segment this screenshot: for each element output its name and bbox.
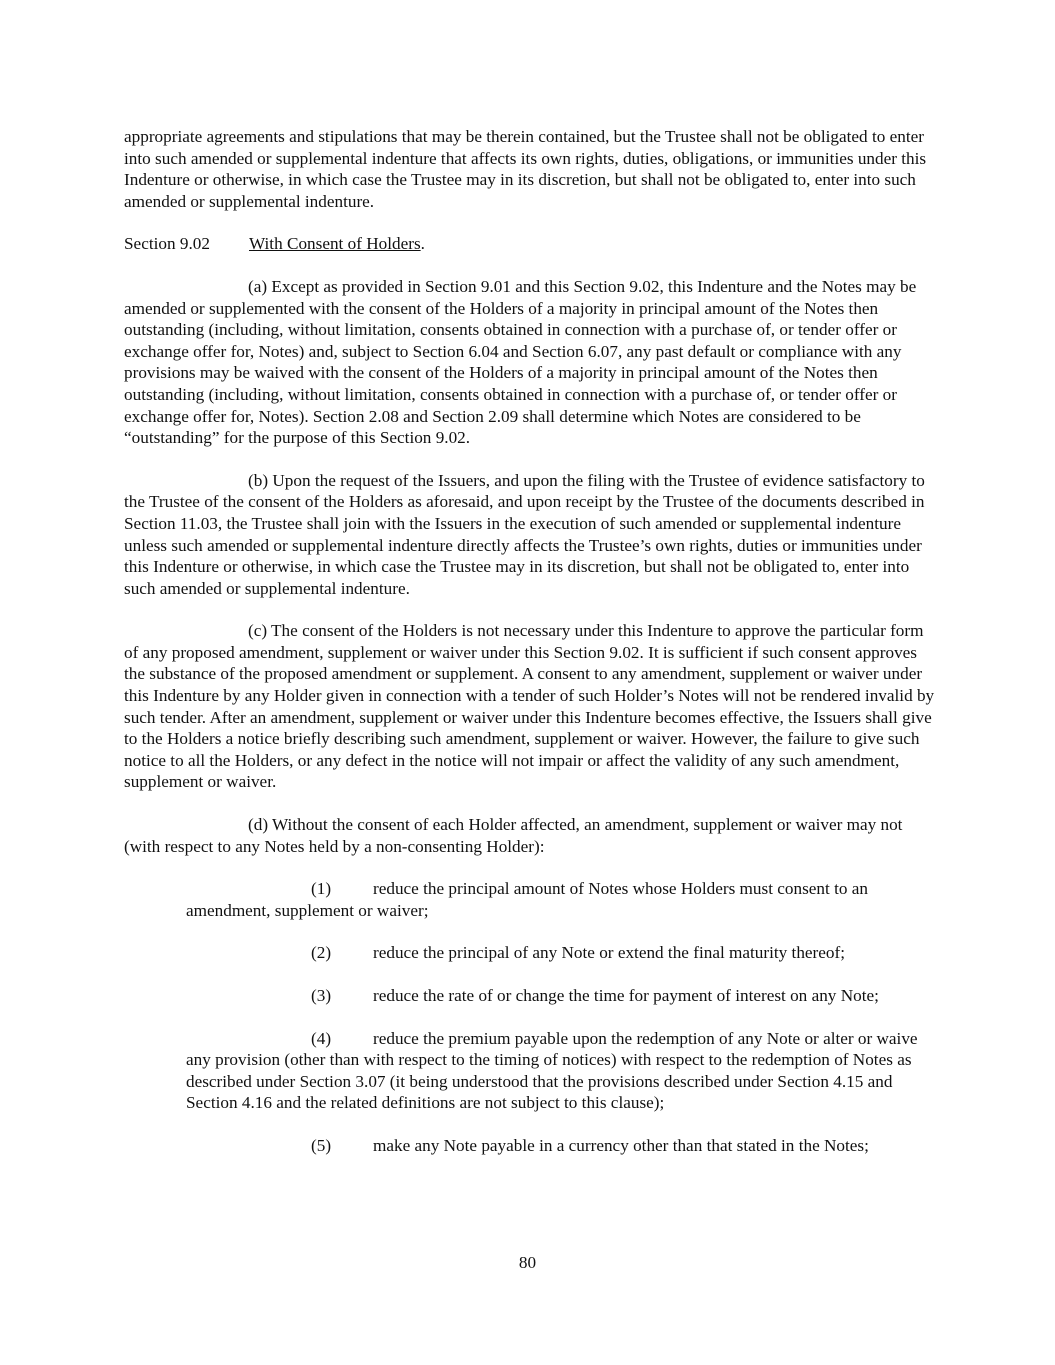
clause-number: (1) [311,879,332,899]
paragraph-b: (b) Upon the request of the Issuers, and upon the filing with the Trustee of evidence satisfactory to the Trustee of the consent of the Holders as aforesaid, and upon receipt by the Trustee of the documents described in Section 11.03, the Trustee shall join with the Issuers in the execution of such amended or supplemental indenture unless such amended or supplemental indenture directly affects the Trustee’s own rights, duties or immunities under this Indenture or otherwise, in which case the Trustee may in its discretion, but shall not be obligated to, enter into such amended or supplemental indenture. [124,470,925,598]
spacer [124,449,936,470]
clause-text: make any Note payable in a currency other than that stated in the Notes; [373,1135,869,1155]
clause-text: reduce the rate of or change the time for payment of interest on any Note; [373,986,879,1005]
spacer [124,964,936,985]
spacer [124,599,936,620]
section-heading [124,233,936,255]
spacer [124,857,936,878]
clause-text: reduce the principal of any Note or extend the final maturity thereof; [373,943,845,963]
spacer [124,921,936,942]
clause-2 [186,942,936,964]
clause-number: (4) [311,1028,332,1048]
spacer [124,1114,936,1135]
paragraph-a: (a) Except as provided in Section 9.01 and this Section 9.02, this Indenture and the Notes may be amended or supplemented with the consent of the Holders of a majority in principal amount of the Notes then outstanding (including, without limitation, consents obtained in connection with a purchase of, or tender offer or exchange offer for, Notes) and, subject to Section 6.04 and Section 6.07, any past default or compliance with any provisions may be waived with the consent of the Holders of a majority in principal amount of the Notes then outstanding (including, without limitation, consents obtained in connection with a purchase of, or tender offer or exchange offer for, Notes). Section 2.08 and Section 2.09 shall determine which Notes are considered to be “outstanding” for the purpose of this Section 9.02. [124,276,917,448]
clause-number: (3) [311,986,332,1005]
section-title: With Consent of Holders [249,234,421,254]
clause-text: reduce the premium payable upon the redemption of any Note or alter or waive any provision (other than with respect to the timing of notices) with respect to the redemption of Notes as described under Section 3.07 (it being understood that the provisions described under Section 4.15 and Section 4.16 and the related definitions are not subject to this clause); [186,1028,918,1113]
page-number: 80 [518,1253,537,1272]
section-number: Section 9.02 [124,234,210,254]
document-page [124,126,936,1157]
paragraph-c: (c) The consent of the Holders is not necessary under this Indenture to approve the particular form of any proposed amendment, supplement or waiver under this Section 9.02. It is sufficient if such consent approves the substance of the proposed amendment or supplement. A consent to any amendment, supplement or waiver under this Indenture by any Holder given in connection with a tender of such Holder’s Notes will not be rendered invalid by such tender. After an amendment, supplement or waiver under this Indenture becomes effective, the Issuers shall give to the Holders a notice briefly describing such amendment, supplement or waiver. However, the failure to give such notice to all the Holders, or any defect in the notice will not impair or affect the validity of any such amendment, supplement or waiver. [124,621,935,792]
section-title-suffix: . [420,234,425,254]
spacer [124,793,936,814]
clause-text: reduce the principal amount of Notes whose Holders must consent to an amendment, supplement or waiver; [186,879,868,920]
clause-3 [186,985,936,1007]
paragraph-d: (d) Without the consent of each Holder affected, an amendment, supplement or waiver may not (with respect to any Notes held by a non-consenting Holder): [124,815,903,856]
clause-5 [186,1135,936,1157]
clause-number: (5) [311,1135,332,1155]
clause-number: (2) [311,943,332,963]
spacer [124,1007,936,1028]
clause-4 [186,1028,936,1114]
intro-paragraph: appropriate agreements and stipulations that may be therein contained, but the Trustee shall not be obligated to enter into such amended or supplemental indenture that affects its own rights, duties, obligations, or immunities under this Indenture or otherwise, in which case the Trustee may in its discretion, but shall not be obligated to, enter into such amended or supplemental indenture. [124,127,927,211]
clause-1 [186,878,936,921]
